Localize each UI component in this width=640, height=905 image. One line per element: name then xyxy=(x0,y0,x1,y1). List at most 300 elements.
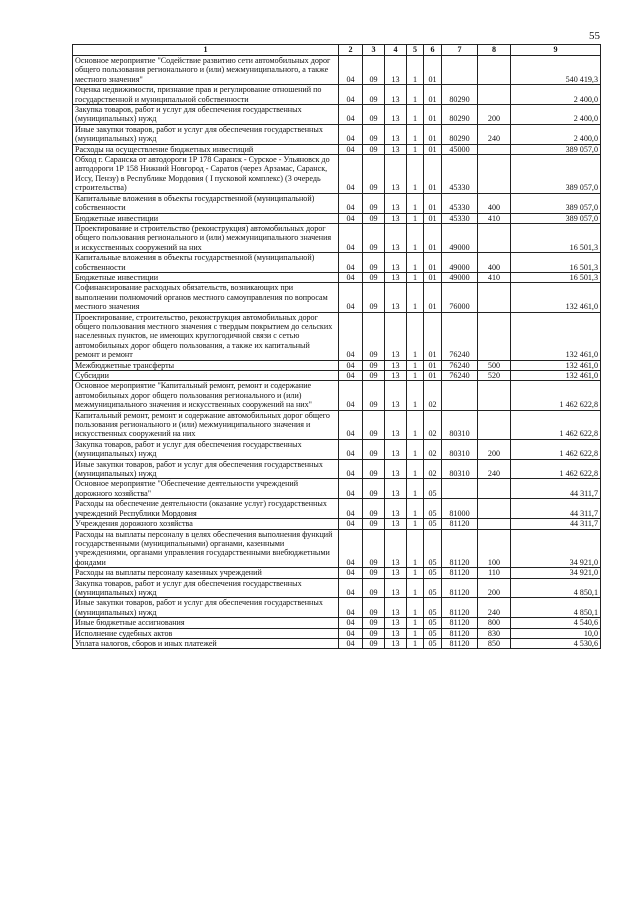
row-code-cell: 13 xyxy=(385,638,407,648)
row-code-cell: 09 xyxy=(363,283,385,312)
row-code-cell: 240 xyxy=(478,459,511,479)
row-code-cell xyxy=(478,519,511,529)
row-code-cell: 240 xyxy=(478,598,511,618)
column-header: 2 xyxy=(339,45,363,56)
row-code-cell: 13 xyxy=(385,371,407,381)
row-code-cell: 09 xyxy=(363,213,385,223)
row-code-cell xyxy=(478,499,511,519)
row-code-cell: 1 xyxy=(407,283,424,312)
row-code-cell: 400 xyxy=(478,193,511,213)
row-amount-cell: 44 311,7 xyxy=(511,499,601,519)
row-code-cell: 200 xyxy=(478,578,511,598)
row-code-cell: 04 xyxy=(339,144,363,154)
row-amount-cell: 4 530,6 xyxy=(511,638,601,648)
row-code-cell: 49000 xyxy=(442,253,478,273)
row-amount-cell: 389 057,0 xyxy=(511,213,601,223)
row-name-cell: Расходы на выплаты персоналу казенных учреждений xyxy=(73,568,339,578)
row-code-cell: 520 xyxy=(478,371,511,381)
row-name-cell: Иные закупки товаров, работ и услуг для обеспечения государственных (муниципальных) нужд xyxy=(73,459,339,479)
row-code-cell: 01 xyxy=(424,105,442,125)
row-code-cell: 76240 xyxy=(442,360,478,370)
row-code-cell: 02 xyxy=(424,410,442,439)
row-code-cell: 80310 xyxy=(442,439,478,459)
row-code-cell: 81120 xyxy=(442,578,478,598)
row-code-cell xyxy=(442,56,478,85)
table-row xyxy=(73,410,601,439)
row-code-cell: 1 xyxy=(407,578,424,598)
table-row xyxy=(73,618,601,628)
row-name-cell: Учреждения дорожного хозяйства xyxy=(73,519,339,529)
row-code-cell xyxy=(478,283,511,312)
row-code-cell: 04 xyxy=(339,213,363,223)
row-code-cell: 01 xyxy=(424,253,442,273)
row-code-cell xyxy=(478,479,511,499)
table-row xyxy=(73,223,601,252)
row-code-cell: 04 xyxy=(339,312,363,360)
column-header: 3 xyxy=(363,45,385,56)
row-name-cell: Расходы на выплаты персоналу в целях обеспечения выполнения функций государственными (муниципальными) органами, казенными учреждениями, органами управления государственными внебюджетными фондами xyxy=(73,529,339,568)
row-code-cell: 81120 xyxy=(442,598,478,618)
row-code-cell: 45330 xyxy=(442,155,478,194)
row-code-cell: 1 xyxy=(407,410,424,439)
column-header: 1 xyxy=(73,45,339,56)
budget-table xyxy=(72,44,601,649)
row-amount-cell: 10,0 xyxy=(511,628,601,638)
table-row xyxy=(73,253,601,273)
row-code-cell: 850 xyxy=(478,638,511,648)
table-row xyxy=(73,529,601,568)
row-code-cell: 01 xyxy=(424,213,442,223)
row-code-cell: 81120 xyxy=(442,618,478,628)
row-code-cell: 09 xyxy=(363,529,385,568)
row-amount-cell: 16 501,3 xyxy=(511,272,601,282)
row-code-cell: 1 xyxy=(407,479,424,499)
column-header: 5 xyxy=(407,45,424,56)
row-code-cell: 1 xyxy=(407,598,424,618)
row-code-cell: 410 xyxy=(478,272,511,282)
row-code-cell: 04 xyxy=(339,618,363,628)
row-code-cell: 13 xyxy=(385,223,407,252)
row-amount-cell: 2 400,0 xyxy=(511,124,601,144)
row-code-cell: 04 xyxy=(339,459,363,479)
row-code-cell: 05 xyxy=(424,499,442,519)
row-code-cell: 1 xyxy=(407,312,424,360)
row-code-cell: 13 xyxy=(385,410,407,439)
table-row xyxy=(73,105,601,125)
row-code-cell: 01 xyxy=(424,124,442,144)
row-code-cell: 1 xyxy=(407,193,424,213)
row-amount-cell: 4 850,1 xyxy=(511,578,601,598)
row-code-cell: 04 xyxy=(339,223,363,252)
table-row xyxy=(73,439,601,459)
row-code-cell: 09 xyxy=(363,638,385,648)
column-header: 7 xyxy=(442,45,478,56)
row-code-cell: 09 xyxy=(363,56,385,85)
row-code-cell: 1 xyxy=(407,439,424,459)
row-code-cell: 05 xyxy=(424,529,442,568)
row-code-cell: 81120 xyxy=(442,568,478,578)
row-code-cell: 09 xyxy=(363,381,385,410)
row-code-cell: 04 xyxy=(339,155,363,194)
column-header: 9 xyxy=(511,45,601,56)
row-code-cell: 13 xyxy=(385,283,407,312)
row-code-cell: 13 xyxy=(385,312,407,360)
row-code-cell: 04 xyxy=(339,105,363,125)
row-code-cell: 09 xyxy=(363,519,385,529)
row-code-cell: 04 xyxy=(339,371,363,381)
row-amount-cell: 34 921,0 xyxy=(511,529,601,568)
row-code-cell: 01 xyxy=(424,283,442,312)
row-code-cell: 49000 xyxy=(442,223,478,252)
row-code-cell: 800 xyxy=(478,618,511,628)
row-name-cell: Закупка товаров, работ и услуг для обеспечения государственных (муниципальных) нужд xyxy=(73,105,339,125)
row-code-cell: 04 xyxy=(339,272,363,282)
table-row xyxy=(73,144,601,154)
row-name-cell: Основное мероприятие "Капитальный ремонт, ремонт и содержание автомобильных дорог общего пользования регионального и (или) межмуниципального значения и искусственных сооружений на них" xyxy=(73,381,339,410)
row-code-cell: 01 xyxy=(424,312,442,360)
row-code-cell: 04 xyxy=(339,381,363,410)
row-code-cell: 1 xyxy=(407,253,424,273)
row-code-cell: 76240 xyxy=(442,371,478,381)
row-code-cell: 13 xyxy=(385,499,407,519)
row-code-cell: 1 xyxy=(407,618,424,628)
row-code-cell: 09 xyxy=(363,459,385,479)
row-amount-cell: 44 311,7 xyxy=(511,519,601,529)
table-row xyxy=(73,499,601,519)
row-code-cell: 01 xyxy=(424,272,442,282)
row-code-cell: 09 xyxy=(363,223,385,252)
table-row xyxy=(73,283,601,312)
row-code-cell: 80290 xyxy=(442,85,478,105)
row-code-cell: 13 xyxy=(385,360,407,370)
row-code-cell: 100 xyxy=(478,529,511,568)
row-code-cell xyxy=(478,56,511,85)
row-code-cell: 04 xyxy=(339,529,363,568)
table-row xyxy=(73,124,601,144)
row-amount-cell: 4 540,6 xyxy=(511,618,601,628)
row-name-cell: Иные бюджетные ассигнования xyxy=(73,618,339,628)
row-code-cell: 09 xyxy=(363,568,385,578)
row-code-cell: 1 xyxy=(407,223,424,252)
row-name-cell: Бюджетные инвестиции xyxy=(73,213,339,223)
row-code-cell: 1 xyxy=(407,638,424,648)
row-code-cell: 81000 xyxy=(442,499,478,519)
row-code-cell: 09 xyxy=(363,618,385,628)
row-code-cell xyxy=(478,410,511,439)
row-code-cell: 1 xyxy=(407,628,424,638)
table-row xyxy=(73,371,601,381)
row-code-cell: 09 xyxy=(363,124,385,144)
row-code-cell: 04 xyxy=(339,598,363,618)
table-row xyxy=(73,155,601,194)
row-code-cell xyxy=(442,479,478,499)
row-code-cell: 1 xyxy=(407,529,424,568)
row-name-cell: Иные закупки товаров, работ и услуг для обеспечения государственных (муниципальных) нужд xyxy=(73,598,339,618)
row-code-cell: 80310 xyxy=(442,459,478,479)
row-amount-cell: 132 461,0 xyxy=(511,360,601,370)
row-code-cell: 1 xyxy=(407,519,424,529)
row-code-cell: 1 xyxy=(407,56,424,85)
row-code-cell: 13 xyxy=(385,519,407,529)
row-code-cell: 04 xyxy=(339,56,363,85)
row-code-cell: 1 xyxy=(407,124,424,144)
row-code-cell: 09 xyxy=(363,155,385,194)
row-amount-cell: 2 400,0 xyxy=(511,85,601,105)
row-code-cell: 04 xyxy=(339,85,363,105)
row-code-cell: 400 xyxy=(478,253,511,273)
row-code-cell: 13 xyxy=(385,155,407,194)
row-amount-cell: 2 400,0 xyxy=(511,105,601,125)
row-code-cell: 13 xyxy=(385,193,407,213)
table-row xyxy=(73,638,601,648)
row-code-cell: 09 xyxy=(363,85,385,105)
row-amount-cell: 132 461,0 xyxy=(511,312,601,360)
table-row xyxy=(73,360,601,370)
row-name-cell: Иные закупки товаров, работ и услуг для обеспечения государственных (муниципальных) нужд xyxy=(73,124,339,144)
row-amount-cell: 1 462 622,8 xyxy=(511,381,601,410)
row-amount-cell: 540 419,3 xyxy=(511,56,601,85)
row-code-cell: 13 xyxy=(385,459,407,479)
row-code-cell: 09 xyxy=(363,479,385,499)
row-code-cell: 1 xyxy=(407,459,424,479)
row-code-cell: 13 xyxy=(385,56,407,85)
row-name-cell: Обход г. Саранска от автодороги 1Р 178 Саранск - Сурское - Ульяновск до автодороги 1Р 158 Нижний Новгород - Саратов (через Арзамас, Саранск, Иссу, Пензу) в Республике Мордовия ( I пусковой комплекс) (3 очередь строительства) xyxy=(73,155,339,194)
row-code-cell: 01 xyxy=(424,193,442,213)
row-name-cell: Закупка товаров, работ и услуг для обеспечения государственных (муниципальных) нужд xyxy=(73,439,339,459)
row-amount-cell: 132 461,0 xyxy=(511,371,601,381)
row-code-cell: 49000 xyxy=(442,272,478,282)
row-code-cell: 02 xyxy=(424,381,442,410)
row-code-cell: 80310 xyxy=(442,410,478,439)
table-row xyxy=(73,598,601,618)
row-code-cell: 09 xyxy=(363,439,385,459)
row-code-cell: 13 xyxy=(385,272,407,282)
row-code-cell: 1 xyxy=(407,105,424,125)
row-code-cell xyxy=(442,381,478,410)
row-code-cell: 09 xyxy=(363,360,385,370)
row-code-cell: 13 xyxy=(385,144,407,154)
row-name-cell: Межбюджетные трансферты xyxy=(73,360,339,370)
table-row xyxy=(73,578,601,598)
row-code-cell: 13 xyxy=(385,618,407,628)
row-code-cell: 76240 xyxy=(442,312,478,360)
row-amount-cell: 132 461,0 xyxy=(511,283,601,312)
row-code-cell: 04 xyxy=(339,638,363,648)
row-code-cell: 05 xyxy=(424,638,442,648)
row-name-cell: Капитальные вложения в объекты государственной (муниципальной) собственности xyxy=(73,193,339,213)
row-code-cell: 05 xyxy=(424,479,442,499)
row-amount-cell: 16 501,3 xyxy=(511,223,601,252)
row-name-cell: Субсидии xyxy=(73,371,339,381)
row-code-cell: 110 xyxy=(478,568,511,578)
row-code-cell: 04 xyxy=(339,479,363,499)
row-code-cell: 410 xyxy=(478,213,511,223)
row-code-cell: 09 xyxy=(363,312,385,360)
row-code-cell: 09 xyxy=(363,253,385,273)
row-code-cell: 81120 xyxy=(442,638,478,648)
row-code-cell: 13 xyxy=(385,578,407,598)
row-code-cell: 05 xyxy=(424,519,442,529)
table-row xyxy=(73,519,601,529)
row-amount-cell: 1 462 622,8 xyxy=(511,459,601,479)
row-code-cell xyxy=(478,381,511,410)
row-code-cell: 05 xyxy=(424,568,442,578)
row-code-cell: 80290 xyxy=(442,124,478,144)
row-code-cell: 01 xyxy=(424,56,442,85)
row-code-cell: 240 xyxy=(478,124,511,144)
row-code-cell: 09 xyxy=(363,628,385,638)
row-code-cell: 01 xyxy=(424,371,442,381)
table-body xyxy=(73,56,601,649)
row-code-cell: 45330 xyxy=(442,193,478,213)
row-code-cell xyxy=(478,312,511,360)
row-amount-cell: 1 462 622,8 xyxy=(511,439,601,459)
row-code-cell xyxy=(478,144,511,154)
row-code-cell: 1 xyxy=(407,360,424,370)
row-code-cell: 02 xyxy=(424,459,442,479)
table-row xyxy=(73,479,601,499)
row-code-cell: 04 xyxy=(339,360,363,370)
row-code-cell: 81120 xyxy=(442,628,478,638)
column-header: 4 xyxy=(385,45,407,56)
row-code-cell: 09 xyxy=(363,578,385,598)
row-name-cell: Закупка товаров, работ и услуг для обеспечения государственных (муниципальных) нужд xyxy=(73,578,339,598)
table-row xyxy=(73,381,601,410)
row-code-cell: 1 xyxy=(407,85,424,105)
row-code-cell: 80290 xyxy=(442,105,478,125)
row-code-cell: 1 xyxy=(407,371,424,381)
row-code-cell: 45330 xyxy=(442,213,478,223)
row-amount-cell: 44 311,7 xyxy=(511,479,601,499)
page-number: 55 xyxy=(589,30,600,42)
row-code-cell: 02 xyxy=(424,439,442,459)
row-code-cell: 01 xyxy=(424,360,442,370)
row-code-cell: 76000 xyxy=(442,283,478,312)
row-code-cell: 04 xyxy=(339,519,363,529)
table-row xyxy=(73,56,601,85)
row-code-cell: 1 xyxy=(407,155,424,194)
row-code-cell: 1 xyxy=(407,213,424,223)
row-name-cell: Оценка недвижимости, признание прав и регулирование отношений по государственной и муниципальной собственности xyxy=(73,85,339,105)
row-code-cell: 1 xyxy=(407,381,424,410)
row-code-cell: 13 xyxy=(385,105,407,125)
row-code-cell: 09 xyxy=(363,499,385,519)
row-amount-cell: 389 057,0 xyxy=(511,144,601,154)
row-code-cell: 1 xyxy=(407,499,424,519)
row-code-cell xyxy=(478,85,511,105)
row-code-cell xyxy=(478,223,511,252)
row-code-cell: 13 xyxy=(385,213,407,223)
row-code-cell: 04 xyxy=(339,628,363,638)
row-code-cell: 04 xyxy=(339,439,363,459)
row-code-cell: 1 xyxy=(407,144,424,154)
row-code-cell: 13 xyxy=(385,439,407,459)
row-code-cell: 13 xyxy=(385,568,407,578)
row-code-cell: 13 xyxy=(385,124,407,144)
row-name-cell: Уплата налогов, сборов и иных платежей xyxy=(73,638,339,648)
row-code-cell: 81120 xyxy=(442,519,478,529)
row-name-cell: Исполнение судебных актов xyxy=(73,628,339,638)
row-amount-cell: 389 057,0 xyxy=(511,193,601,213)
row-code-cell: 09 xyxy=(363,144,385,154)
row-code-cell: 05 xyxy=(424,598,442,618)
row-code-cell: 13 xyxy=(385,381,407,410)
header-row xyxy=(73,45,601,56)
row-code-cell xyxy=(478,155,511,194)
row-code-cell: 04 xyxy=(339,499,363,519)
table-row xyxy=(73,628,601,638)
table-row xyxy=(73,459,601,479)
row-name-cell: Основное мероприятие "Содействие развитию сети автомобильных дорог общего пользования регионального и (или) межмуниципального, а также местного значения" xyxy=(73,56,339,85)
row-code-cell: 01 xyxy=(424,144,442,154)
row-name-cell: Капитальный ремонт, ремонт и содержание автомобильных дорог общего пользования регионального и (или) межмуниципального значения и искусственных сооружений на них xyxy=(73,410,339,439)
row-code-cell: 09 xyxy=(363,371,385,381)
column-header: 6 xyxy=(424,45,442,56)
row-code-cell: 04 xyxy=(339,253,363,273)
table-row xyxy=(73,213,601,223)
table-row xyxy=(73,193,601,213)
row-code-cell: 04 xyxy=(339,124,363,144)
row-code-cell: 1 xyxy=(407,568,424,578)
row-name-cell: Проектирование и строительство (реконструкция) автомобильных дорог общего пользования регионального и (или) межмуниципального значения и искусственных сооружений на них xyxy=(73,223,339,252)
row-code-cell: 200 xyxy=(478,439,511,459)
row-code-cell: 05 xyxy=(424,618,442,628)
row-code-cell: 05 xyxy=(424,578,442,598)
row-code-cell: 09 xyxy=(363,193,385,213)
row-code-cell: 04 xyxy=(339,568,363,578)
row-name-cell: Софинансирование расходных обязательств, возникающих при выполнении полномочий органов местного самоуправления по вопросам местного значения xyxy=(73,283,339,312)
row-name-cell: Основное мероприятие "Обеспечение деятельности учреждений дорожного хозяйства" xyxy=(73,479,339,499)
row-code-cell: 13 xyxy=(385,479,407,499)
table-row xyxy=(73,85,601,105)
column-header: 8 xyxy=(478,45,511,56)
row-code-cell: 200 xyxy=(478,105,511,125)
row-code-cell: 830 xyxy=(478,628,511,638)
row-code-cell: 81120 xyxy=(442,529,478,568)
table-row xyxy=(73,272,601,282)
row-code-cell: 500 xyxy=(478,360,511,370)
row-amount-cell: 389 057,0 xyxy=(511,155,601,194)
row-code-cell: 04 xyxy=(339,193,363,213)
row-code-cell: 13 xyxy=(385,529,407,568)
row-code-cell: 05 xyxy=(424,628,442,638)
row-name-cell: Расходы на осуществление бюджетных инвестиций xyxy=(73,144,339,154)
row-code-cell: 09 xyxy=(363,105,385,125)
row-code-cell: 09 xyxy=(363,598,385,618)
row-code-cell: 13 xyxy=(385,628,407,638)
row-amount-cell: 1 462 622,8 xyxy=(511,410,601,439)
row-name-cell: Бюджетные инвестиции xyxy=(73,272,339,282)
row-code-cell: 04 xyxy=(339,283,363,312)
table-row xyxy=(73,568,601,578)
row-amount-cell: 34 921,0 xyxy=(511,568,601,578)
table-row xyxy=(73,312,601,360)
row-code-cell: 01 xyxy=(424,223,442,252)
row-name-cell: Капитальные вложения в объекты государственной (муниципальной) собственности xyxy=(73,253,339,273)
row-amount-cell: 16 501,3 xyxy=(511,253,601,273)
row-code-cell: 01 xyxy=(424,155,442,194)
row-amount-cell: 4 850,1 xyxy=(511,598,601,618)
row-code-cell: 09 xyxy=(363,410,385,439)
row-code-cell: 09 xyxy=(363,272,385,282)
row-code-cell: 01 xyxy=(424,85,442,105)
row-code-cell: 13 xyxy=(385,253,407,273)
row-name-cell: Расходы на обеспечение деятельности (оказание услуг) государственных учреждений Республики Мордовия xyxy=(73,499,339,519)
row-code-cell: 04 xyxy=(339,578,363,598)
row-code-cell: 1 xyxy=(407,272,424,282)
row-code-cell: 04 xyxy=(339,410,363,439)
row-code-cell: 13 xyxy=(385,598,407,618)
